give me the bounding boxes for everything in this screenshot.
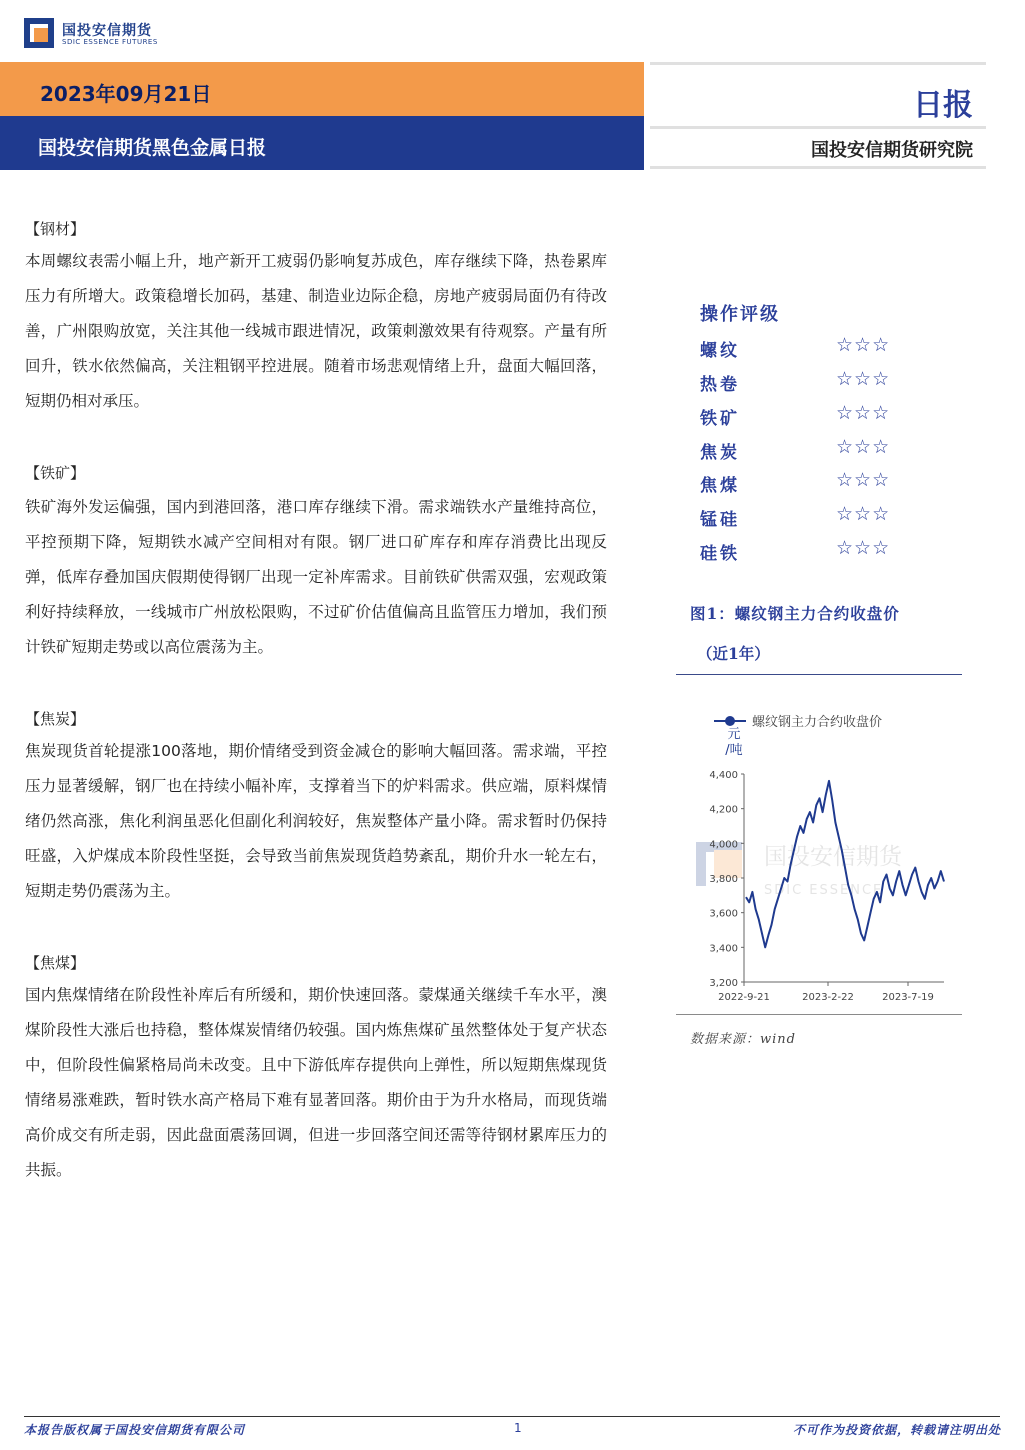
logo-name: 国投安信期货	[62, 23, 152, 39]
report-date: 2023年09月21日	[40, 82, 212, 106]
rating-name: 螺纹	[700, 341, 740, 361]
rating-stars: ☆☆☆	[836, 537, 891, 559]
y-tick-label: 3,800	[709, 874, 738, 885]
header-divider	[650, 126, 986, 129]
rating-name: 硅铁	[700, 544, 740, 564]
company-logo	[24, 18, 54, 48]
figure-bottom-rule	[676, 1014, 962, 1015]
section-title-iron-ore: 【铁矿】	[25, 464, 86, 482]
rating-title: 操作评级	[700, 304, 780, 325]
footer-rule	[24, 1416, 1000, 1417]
rating-name: 锰硅	[700, 510, 740, 530]
rating-name: 焦炭	[700, 443, 740, 463]
rating-name: 焦煤	[700, 476, 740, 496]
footer-disclaimer: 不可作为投资依据，转载请注明出处	[792, 1423, 1001, 1437]
y-axis-unit: 元/吨	[725, 727, 743, 758]
page-number: 1	[514, 1421, 522, 1435]
y-tick-label: 3,400	[709, 943, 738, 955]
report-type: 日报	[913, 88, 973, 123]
footer-copyright: 本报告版权属于国投安信期货有限公司	[24, 1423, 246, 1437]
figure-title: 图1：螺纹钢主力合约收盘价	[690, 604, 900, 623]
y-tick-label: 3,600	[709, 908, 738, 920]
rating-name: 热卷	[700, 375, 740, 395]
rating-name: 铁矿	[700, 409, 740, 429]
section-title-steel: 【钢材】	[25, 220, 86, 238]
y-axis-ticks	[709, 770, 744, 989]
legend-label: 螺纹钢主力合约收盘价	[752, 715, 883, 730]
y-tick-label: 4,200	[709, 804, 738, 816]
x-tick-label: 2023-7-19	[882, 992, 934, 1003]
figure-subtitle: （近1年）	[697, 644, 770, 663]
rating-stars: ☆☆☆	[836, 402, 891, 424]
y-tick-label: 3,200	[709, 978, 738, 989]
rating-stars: ☆☆☆	[836, 503, 891, 525]
rating-stars: ☆☆☆	[836, 334, 891, 356]
watermark-cn: 国投安信期货	[764, 844, 902, 870]
institute-name: 国投安信期货研究院	[811, 140, 973, 161]
chart-watermark	[696, 842, 904, 898]
section-body-coke: 焦炭现货首轮提涨100落地，期价情绪受到资金减仓的影响大幅回落。需求端，平控压力显著缓解，钢厂也在持续小幅补库，支撑着当下的炉料需求。供应端，原料煤情绪仍然高涨，焦化利润虽恶化但副化利润较好，焦炭整体产量小降。需求暂时仍保持旺盛，入炉煤成本阶段性坚挺，会导致当前焦炭现货趋势紊乱，期价升水一轮左右，短期走势仍震荡为主。	[25, 742, 607, 900]
legend-marker	[725, 716, 735, 726]
figure-top-rule	[676, 674, 962, 675]
report-title: 国投安信期货黑色金属日报	[38, 137, 267, 159]
y-tick-label: 4,400	[709, 770, 738, 781]
x-axis-ticks	[718, 982, 934, 1003]
x-tick-label: 2023-2-22	[802, 992, 854, 1003]
section-body-steel: 本周螺纹表需小幅上升，地产新开工疲弱仍影响复苏成色，库存继续下降，热卷累库压力有所增大。政策稳增长加码，基建、制造业边际企稳，房地产疲弱局面仍有待改善，广州限购放宽，关注其他一线城市跟进情况，政策刺激效果有待观察。产量有所回升，铁水依然偏高，关注粗钢平控进展。随着市场悲观情绪上升，盘面大幅回落，短期仍相对承压。	[25, 252, 607, 410]
section-title-coking-coal: 【焦煤】	[25, 954, 86, 972]
rating-stars: ☆☆☆	[836, 436, 891, 458]
watermark-en: SDIC ESSENCE	[764, 883, 884, 898]
rating-stars: ☆☆☆	[836, 368, 891, 390]
rating-stars: ☆☆☆	[836, 469, 891, 491]
x-tick-label: 2022-9-21	[718, 992, 770, 1003]
header-divider	[650, 166, 986, 169]
y-tick-label: 4,000	[709, 839, 738, 851]
header-divider	[650, 62, 986, 65]
price-chart	[680, 700, 960, 1010]
logo-subtitle: SDIC ESSENCE FUTURES	[62, 38, 158, 46]
section-title-coke: 【焦炭】	[25, 710, 86, 728]
section-body-iron-ore: 铁矿海外发运偏强，国内到港回落，港口库存继续下滑。需求端铁水产量维持高位，平控预期下降，短期铁水减产空间相对有限。钢厂进口矿库存和库存消费比出现反弹，低库存叠加国庆假期使得钢厂出现一定补库需求。目前铁矿供需双强，宏观政策利好持续释放，一线城市广州放松限购，不过矿价估值偏高且监管压力增加，我们预计铁矿短期走势或以高位震荡为主。	[25, 498, 607, 656]
data-source: 数据来源：wind	[690, 1032, 796, 1047]
section-body-coking-coal: 国内焦煤情绪在阶段性补库后有所缓和，期价快速回落。蒙煤通关继续千车水平，澳煤阶段性大涨后也持稳，整体煤炭情绪仍较强。国内炼焦煤矿虽然整体处于复产状态中，但阶段性偏紧格局尚未改变。且中下游低库存提供向上弹性，所以短期焦煤现货情绪易涨难跌，暂时铁水高产格局下难有显著回落。期价由于为升水格局，而现货端高价成交有所走弱，因此盘面震荡回调，但进一步回落空间还需等待钢材累库压力的共振。	[25, 986, 607, 1179]
